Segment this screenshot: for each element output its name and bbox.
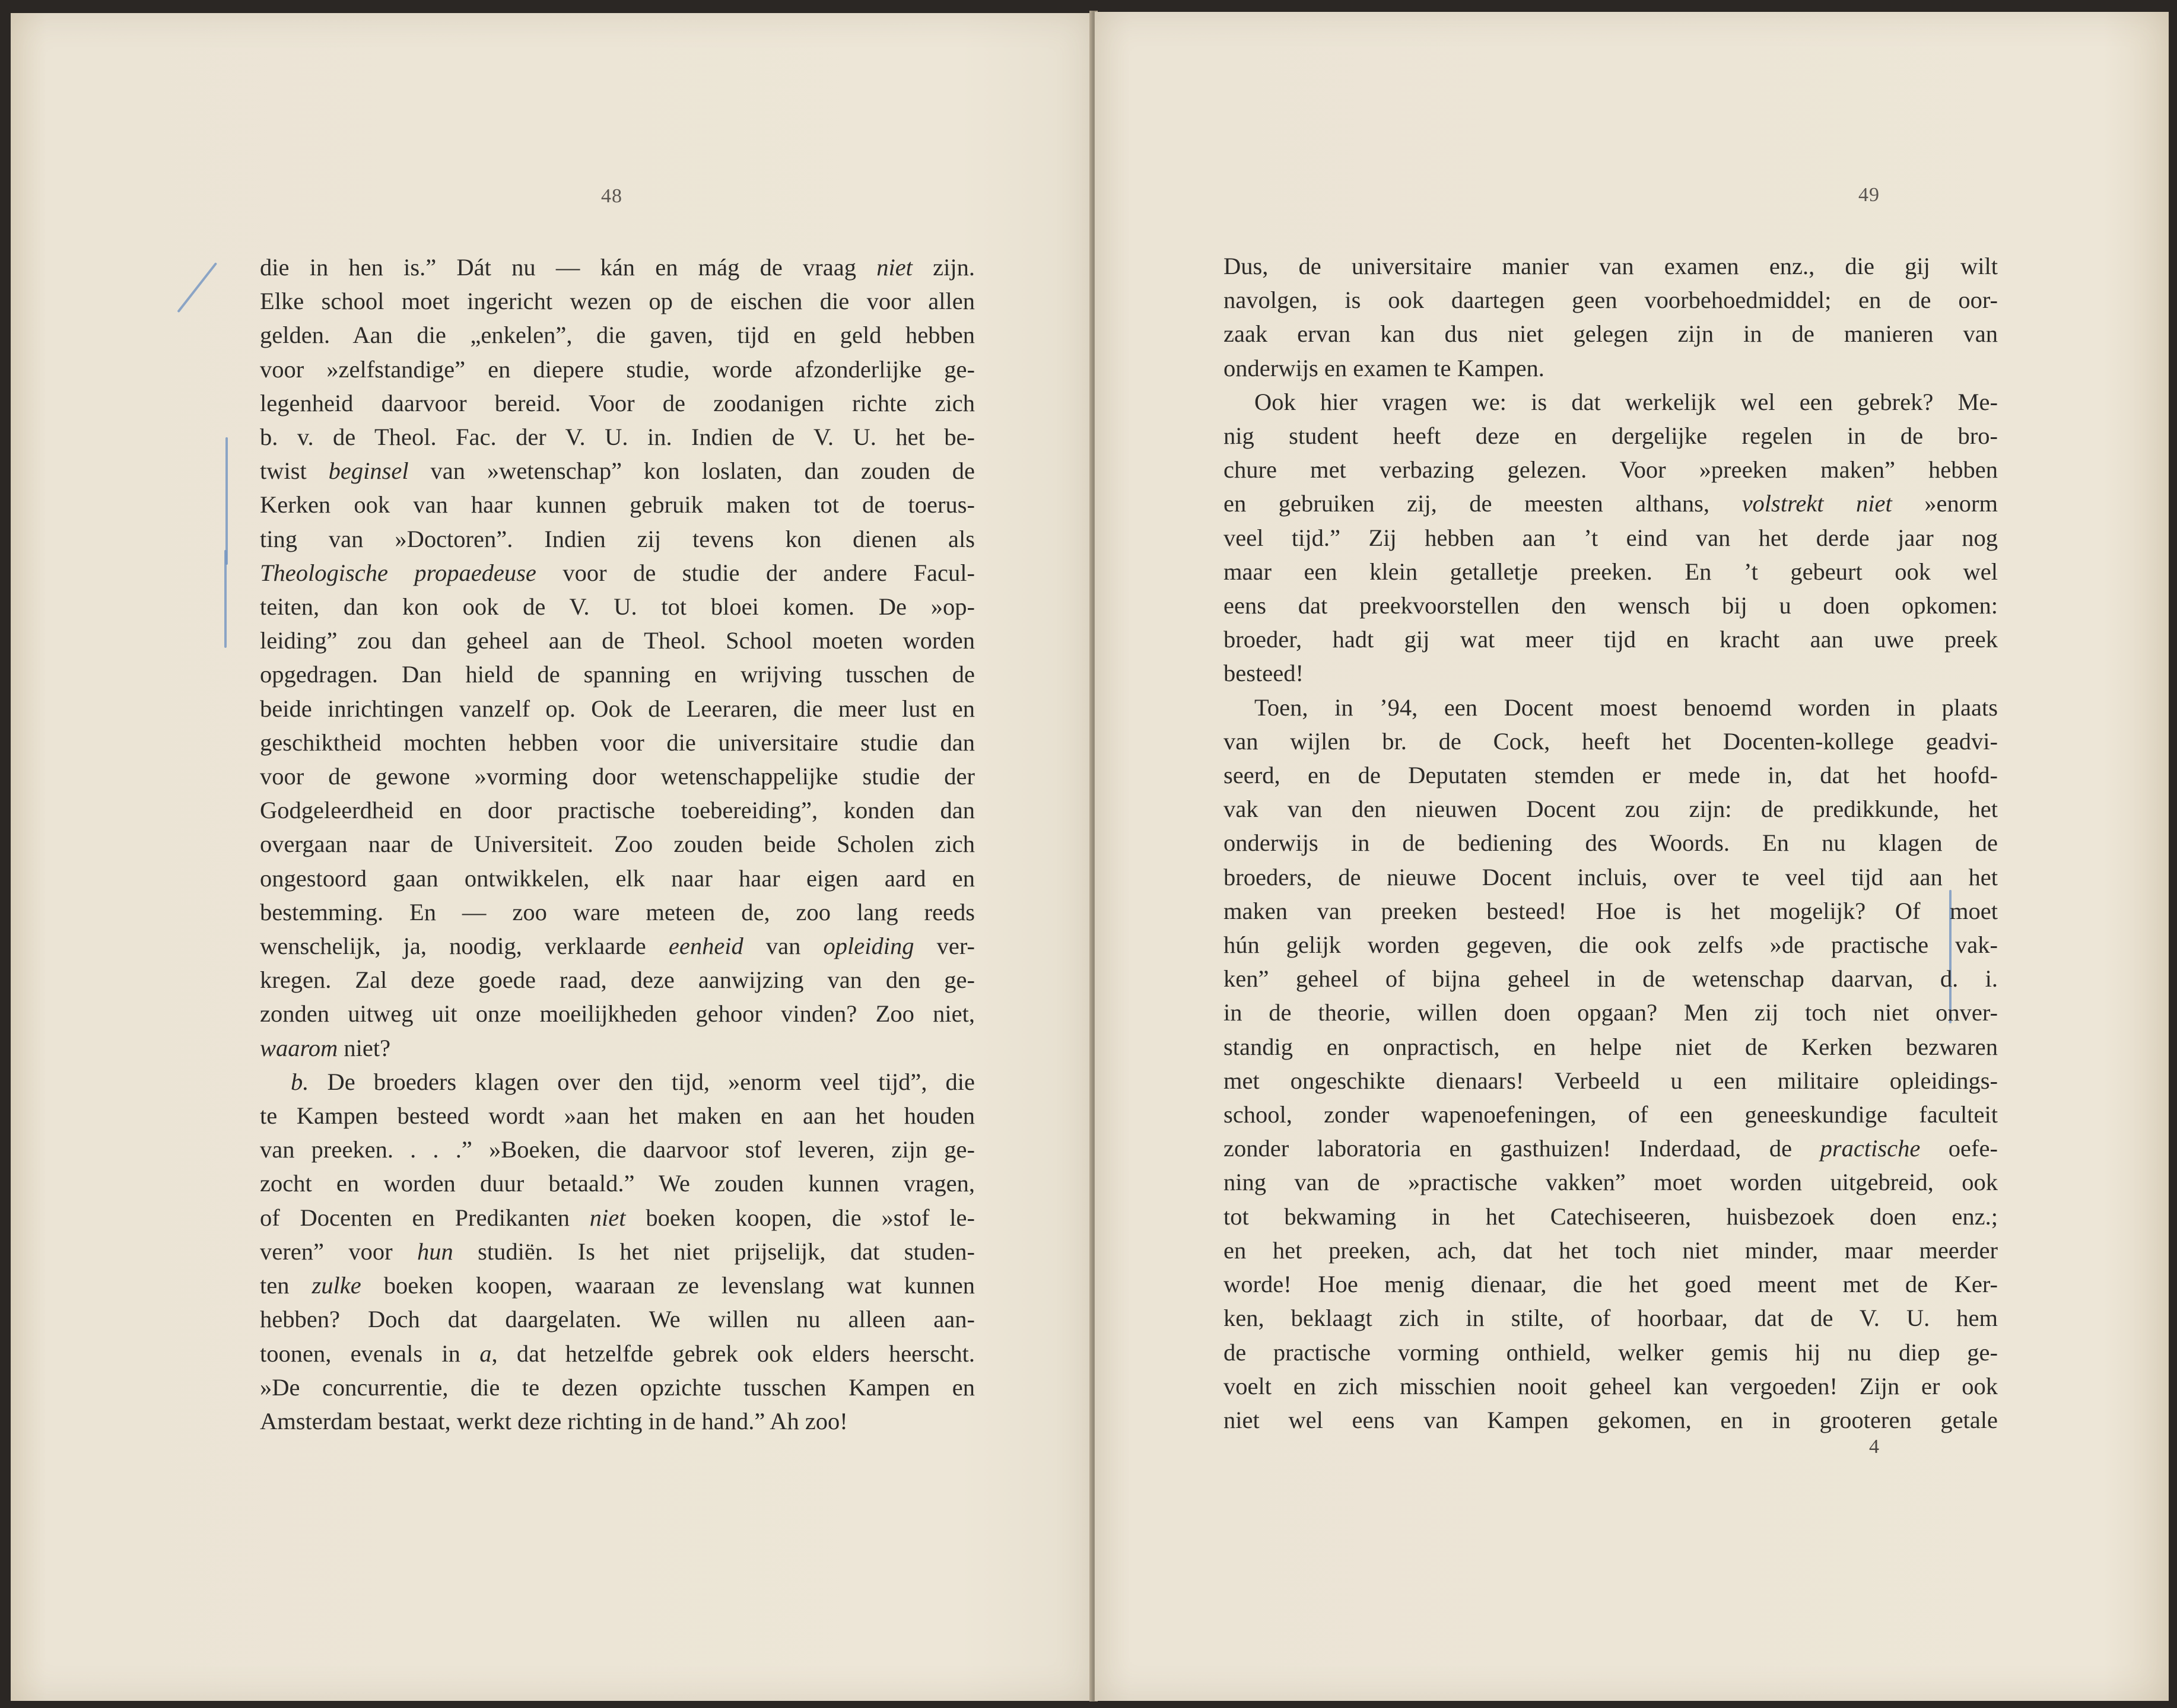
text-line: ken, beklaagt zich in stilte, of hoorbaar, dat de V. U. hem (1223, 1305, 1998, 1332)
text-line: te Kampen besteed wordt »aan het maken en aan het houden (260, 1102, 975, 1130)
text-line: zonder laboratoria en gasthuizen! Inderdaad, de practische oefe- (1223, 1135, 1998, 1162)
text-line: van wijlen br. de Cock, heeft het Docenten-kollege geadvi- (1223, 727, 1998, 755)
text-line: chure met verbazing gelezen. Voor »preeken maken” hebben (1223, 456, 1998, 484)
text-line: seerd, en de Deputaten stemden er mede in, dat het hoofd- (1223, 762, 1998, 789)
text-line: met ongeschikte dienaars! Verbeeld u een militaire opleidings- (1223, 1067, 1998, 1094)
text-line: standig en onpractisch, en helpe niet de Kerken bezwaren (1223, 1033, 1998, 1060)
text-line: maken van preeken besteed! Hoe is het mogelijk? Of moet (1223, 897, 1998, 924)
text-line: en gebruiken zij, de meesten althans, volstrekt niet »enorm (1223, 490, 1998, 517)
text-line: zonden uitweg uit onze moeilijkheden gehoor vinden? Zoo niet, (260, 1000, 975, 1028)
text-line: legenheid daarvoor bereid. Voor de zoodanigen richte zich (260, 389, 975, 416)
text-line: ting van »Doctoren”. Indien zij tevens kon dienen als (260, 525, 975, 552)
text-line: Theologische propaedeuse voor de studie der andere Facul- (260, 559, 975, 586)
left-page-number: 48 (601, 185, 622, 207)
text-line: de practische vorming onthield, welker gemis hij nu diep ge- (1223, 1338, 1998, 1366)
text-line: of Docenten en Predikanten niet boeken koopen, die »stof le- (260, 1204, 975, 1231)
text-line: voor de gewone »vorming door wetenschappelijke studie der (260, 763, 975, 790)
text-line: besteed! (1223, 660, 1304, 687)
text-line: ken” geheel of bijna geheel in de wetenschap daarvan, d. i. (1223, 965, 1998, 993)
pencil-margin-line-upper (225, 437, 228, 565)
text-line: tot bekwaming in het Catechiseeren, huisbezoek doen enz.; (1223, 1203, 1998, 1230)
text-line: niet wel eens van Kampen gekomen, en in grooteren getale (1223, 1406, 1998, 1433)
pencil-margin-line-lower (224, 550, 227, 648)
text-line: leiding” zou dan geheel aan de Theol. School moeten worden (260, 627, 975, 654)
signature-mark: 4 (1869, 1436, 1879, 1458)
text-line: wenschelijk, ja, noodig, verklaarde eenheid van opleiding ver- (260, 933, 975, 960)
right-page-text (1223, 249, 1998, 1437)
text-line: die in hen is.” Dát nu — kán en mág de vraag niet zijn. (260, 254, 975, 281)
text-line: navolgen, is ook daartegen geen voorbehoedmiddel; en de oor- (1223, 287, 1998, 314)
text-line: »De concurrentie, die te dezen opzichte tusschen Kampen en (260, 1373, 975, 1401)
text-line: waarom niet? (260, 1034, 391, 1061)
text-line: voor »zelfstandige” en diepere studie, worde afzonderlijke ge- (260, 355, 975, 383)
text-line: en het preeken, ach, dat het toch niet minder, maar meerder (1223, 1236, 1998, 1264)
text-line: veel tijd.” Zij hebben aan ’t eind van het derde jaar nog (1223, 524, 1998, 551)
text-line: nig student heeft deze en dergelijke regelen in de bro- (1223, 422, 1998, 450)
text-line: Ook hier vragen we: is dat werkelijk wel een gebrek? Me- (1254, 388, 1998, 415)
text-line: teiten, dan kon ook de V. U. tot bloei komen. De »op- (260, 593, 975, 621)
text-line: veren” voor hun studiën. Is het niet prijselijk, dat studen- (260, 1238, 975, 1265)
text-line: gelden. Aan die „enkelen”, die gaven, tijd en geld hebben (260, 322, 975, 349)
text-line: b. v. de Theol. Fac. der V. U. in. Indien de V. U. het be- (260, 424, 975, 451)
text-line: kregen. Zal deze goede raad, deze aanwijzing van den ge- (260, 966, 975, 994)
text-line: beide inrichtingen vanzelf op. Ook de Leeraren, die meer lust en (260, 695, 975, 722)
text-line: van preeken. . . .” »Boeken, die daarvoor stof leveren, zijn ge- (260, 1136, 975, 1163)
text-line: broeders, de nieuwe Docent incluis, over te veel tijd aan het (1223, 863, 1998, 890)
text-line: Dus, de universitaire manier van examen enz., die gij wilt (1223, 253, 1998, 279)
right-page (1095, 12, 2169, 1701)
text-line: Amsterdam bestaat, werkt deze richting in de hand.” Ah zoo! (260, 1407, 848, 1435)
text-line: onderwijs in de bediening des Woords. En nu klagen de (1223, 829, 1998, 857)
pencil-slash-mark (177, 262, 217, 313)
text-line: bestemming. En — zoo ware meteen de, zoo lang reeds (260, 898, 975, 925)
left-page-text (260, 250, 975, 1438)
text-line: school, zonder wapenoefeningen, of een geneeskundige faculteit (1223, 1101, 1998, 1128)
text-line: zaak ervan kan dus niet gelegen zijn in de manieren van (1223, 320, 1998, 348)
text-line: Toen, in ’94, een Docent moest benoemd worden in plaats (1254, 694, 1998, 721)
text-line: maar een klein getalletje preeken. En ’t gebeurt ook wel (1223, 558, 1998, 585)
left-page (11, 13, 1092, 1701)
text-line: ten zulke boeken koopen, waaraan ze levenslang wat kunnen (260, 1272, 975, 1299)
text-line: geschiktheid mochten hebben voor die universitaire studie dan (260, 729, 975, 756)
text-line: vak van den nieuwen Docent zou zijn: de predikkunde, het (1223, 796, 1998, 823)
text-line: zocht en worden duur betaald.” We zouden kunnen vragen, (260, 1170, 975, 1197)
text-line: worde! Hoe menig dienaar, die het goed meent met de Ker- (1223, 1271, 1998, 1298)
text-line: hebben? Doch dat daargelaten. We willen nu alleen aan- (260, 1306, 975, 1333)
text-line: b. De broeders klagen over den tijd, »enorm veel tijd”, die (291, 1068, 975, 1095)
text-line: Elke school moet ingericht wezen op de eischen die voor allen (260, 288, 975, 315)
text-line: ning van de »practische vakken” moet worden uitgebreid, ook (1223, 1169, 1998, 1196)
text-line: twist beginsel van »wetenschap” kon loslaten, dan zouden de (260, 457, 975, 485)
text-line: onderwijs en examen te Kampen. (1223, 354, 1544, 381)
text-line: eens dat preekvoorstellen den wensch bij u doen opkomen: (1223, 592, 1998, 619)
text-line: Godgeleerdheid en door practische toebereiding”, konden dan (260, 797, 975, 824)
text-line: hún gelijk worden gegeven, die ook zelfs »de practische vak- (1223, 931, 1998, 959)
text-line: overgaan naar de Universiteit. Zoo zouden beide Scholen zich (260, 831, 975, 858)
text-line: broeder, hadt gij wat meer tijd en kracht aan uwe preek (1223, 626, 1998, 653)
text-line: opgedragen. Dan hield de spanning en wrijving tusschen de (260, 661, 975, 688)
right-page-number: 49 (1858, 184, 1880, 206)
text-line: toonen, evenals in a, dat hetzelfde gebrek ook elders heerscht. (260, 1340, 975, 1367)
text-line: in de theorie, willen doen opgaan? Men zij toch niet onver- (1223, 999, 1998, 1026)
text-line: voelt en zich misschien nooit geheel kan vergoeden! Zijn er ook (1223, 1372, 1998, 1400)
text-line: ongestoord gaan ontwikkelen, elk naar haar eigen aard en (260, 864, 975, 892)
text-line: Kerken ook van haar kunnen gebruik maken tot de toerus- (260, 491, 975, 519)
